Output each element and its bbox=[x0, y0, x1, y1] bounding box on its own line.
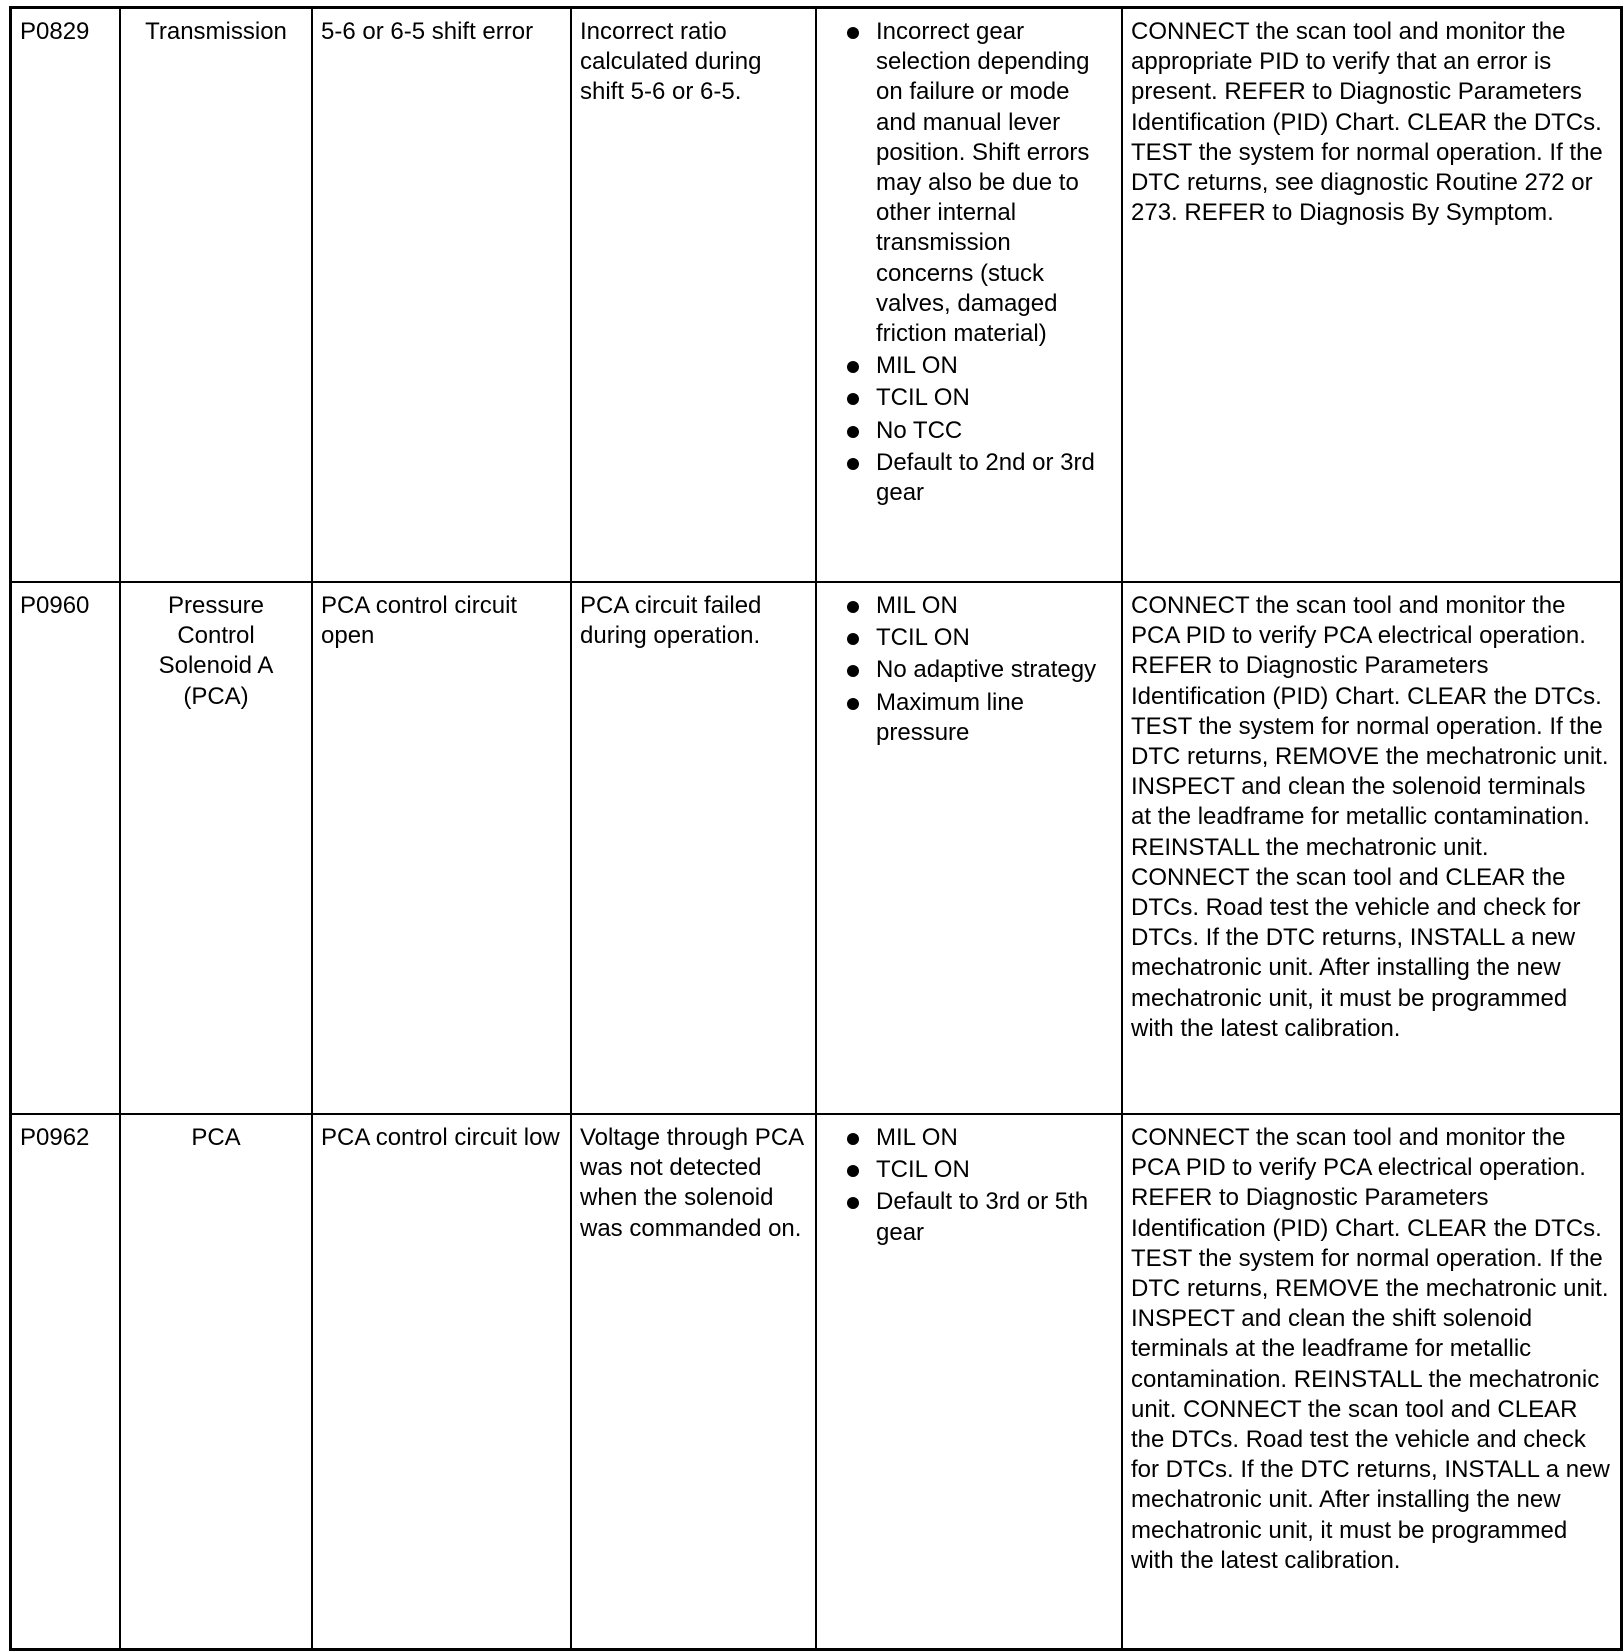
bullet-icon bbox=[847, 27, 859, 39]
symptoms-cell bbox=[816, 582, 1122, 1114]
symptom-text: MIL ON bbox=[876, 1124, 958, 1151]
bullet-icon bbox=[847, 361, 859, 373]
bullet-icon bbox=[847, 1197, 859, 1209]
action-cell: CONNECT the scan tool and monitor the PCA PID to verify PCA electrical operation. REFER to Diagnostic Parameters Identification (PID) Chart. CLEAR the DTCs. TEST the system for normal operation. If the DTC returns, REMOVE the mechatronic unit. INSPECT and clean the solenoid terminals at the leadframe for metallic contamination. REINSTALL the mechatronic unit. CONNECT the scan tool and CLEAR the DTCs. Road test the vehicle and check for DTCs. If the DTC returns, INSTALL a new mechatronic unit. After installing the new mechatronic unit, it must be programmed with the latest calibration. bbox=[1122, 582, 1622, 1114]
list-item bbox=[825, 591, 1113, 621]
list-item bbox=[825, 383, 1113, 413]
bullet-icon bbox=[847, 698, 859, 710]
symptom-text: MIL ON bbox=[876, 592, 958, 619]
symptoms-cell bbox=[816, 1114, 1122, 1650]
action-cell: CONNECT the scan tool and monitor the appropriate PID to verify that an error is present. REFER to Diagnostic Parameters Identification (PID) Chart. CLEAR the DTCs. TEST the system for normal operation. If the DTC returns, see diagnostic Routine 272 or 273. REFER to Diagnosis By Symptom. bbox=[1122, 8, 1622, 583]
symptoms-cell bbox=[816, 8, 1122, 583]
symptoms-list bbox=[825, 17, 1113, 508]
condition-cell: PCA circuit failed during operation. bbox=[571, 582, 816, 1114]
list-item bbox=[825, 351, 1113, 381]
symptom-text: Default to 2nd or 3rd gear bbox=[876, 448, 1095, 507]
bullet-icon bbox=[847, 665, 859, 677]
bullet-icon bbox=[847, 1133, 859, 1145]
list-item bbox=[825, 655, 1113, 685]
list-item bbox=[825, 1123, 1113, 1153]
symptom-text: Default to 3rd or 5th gear bbox=[876, 1188, 1089, 1246]
list-item bbox=[825, 1155, 1113, 1185]
symptoms-list bbox=[825, 1123, 1113, 1248]
component-cell: PCA bbox=[120, 1114, 312, 1650]
dtc-code-cell: P0829 bbox=[11, 8, 121, 583]
condition-cell: Voltage through PCA was not detected when the solenoid was commanded on. bbox=[571, 1114, 816, 1650]
description-cell: 5-6 or 6-5 shift error bbox=[312, 8, 571, 583]
list-item bbox=[825, 623, 1113, 653]
condition-cell: Incorrect ratio calculated during shift 5-6 or 6-5. bbox=[571, 8, 816, 583]
table-row bbox=[11, 1114, 1622, 1650]
description-cell: PCA control circuit open bbox=[312, 582, 571, 1114]
symptom-text: TCIL ON bbox=[876, 384, 970, 412]
description-cell: PCA control circuit low bbox=[312, 1114, 571, 1650]
symptom-text: No adaptive strategy bbox=[876, 656, 1097, 684]
bullet-icon bbox=[847, 458, 859, 470]
dtc-code-cell: P0960 bbox=[11, 582, 121, 1114]
symptoms-list bbox=[825, 591, 1113, 748]
table-row bbox=[11, 582, 1622, 1114]
list-item bbox=[825, 17, 1113, 349]
symptom-text: TCIL ON bbox=[876, 624, 970, 652]
symptom-text: MIL ON bbox=[876, 352, 958, 380]
symptom-text: No TCC bbox=[876, 416, 963, 444]
symptom-text: Incorrect gear selection depending on failure or mode and manual lever position. Shift errors may also be due to other internal transmission concerns (stuck valves, damaged friction material) bbox=[876, 18, 1090, 348]
action-cell: CONNECT the scan tool and monitor the PCA PID to verify PCA electrical operation. REFER to Diagnostic Parameters Identification (PID) Chart. CLEAR the DTCs. TEST the system for normal operation. If the DTC returns, REMOVE the mechatronic unit. INSPECT and clean the shift solenoid terminals at the leadframe for metallic contamination. REINSTALL the mechatronic unit. CONNECT the scan tool and CLEAR the DTCs. Road test the vehicle and check for DTCs. If the DTC returns, INSTALL a new mechatronic unit. After installing the new mechatronic unit, it must be programmed with the latest calibration. bbox=[1122, 1114, 1622, 1650]
component-cell: Transmission bbox=[120, 8, 312, 583]
bullet-icon bbox=[847, 1165, 859, 1177]
list-item bbox=[825, 688, 1113, 748]
list-item bbox=[825, 416, 1113, 446]
list-item bbox=[825, 1187, 1113, 1247]
table-row bbox=[11, 8, 1622, 583]
dtc-table bbox=[9, 6, 1623, 1651]
bullet-icon bbox=[847, 426, 859, 438]
list-item bbox=[825, 448, 1113, 508]
dtc-code-cell: P0962 bbox=[11, 1114, 121, 1650]
component-cell: Pressure Control Solenoid A (PCA) bbox=[120, 582, 312, 1114]
bullet-icon bbox=[847, 601, 859, 613]
bullet-icon bbox=[847, 633, 859, 645]
symptom-text: TCIL ON bbox=[876, 1156, 970, 1184]
symptom-text: Maximum line pressure bbox=[876, 688, 1025, 746]
bullet-icon bbox=[847, 393, 859, 405]
